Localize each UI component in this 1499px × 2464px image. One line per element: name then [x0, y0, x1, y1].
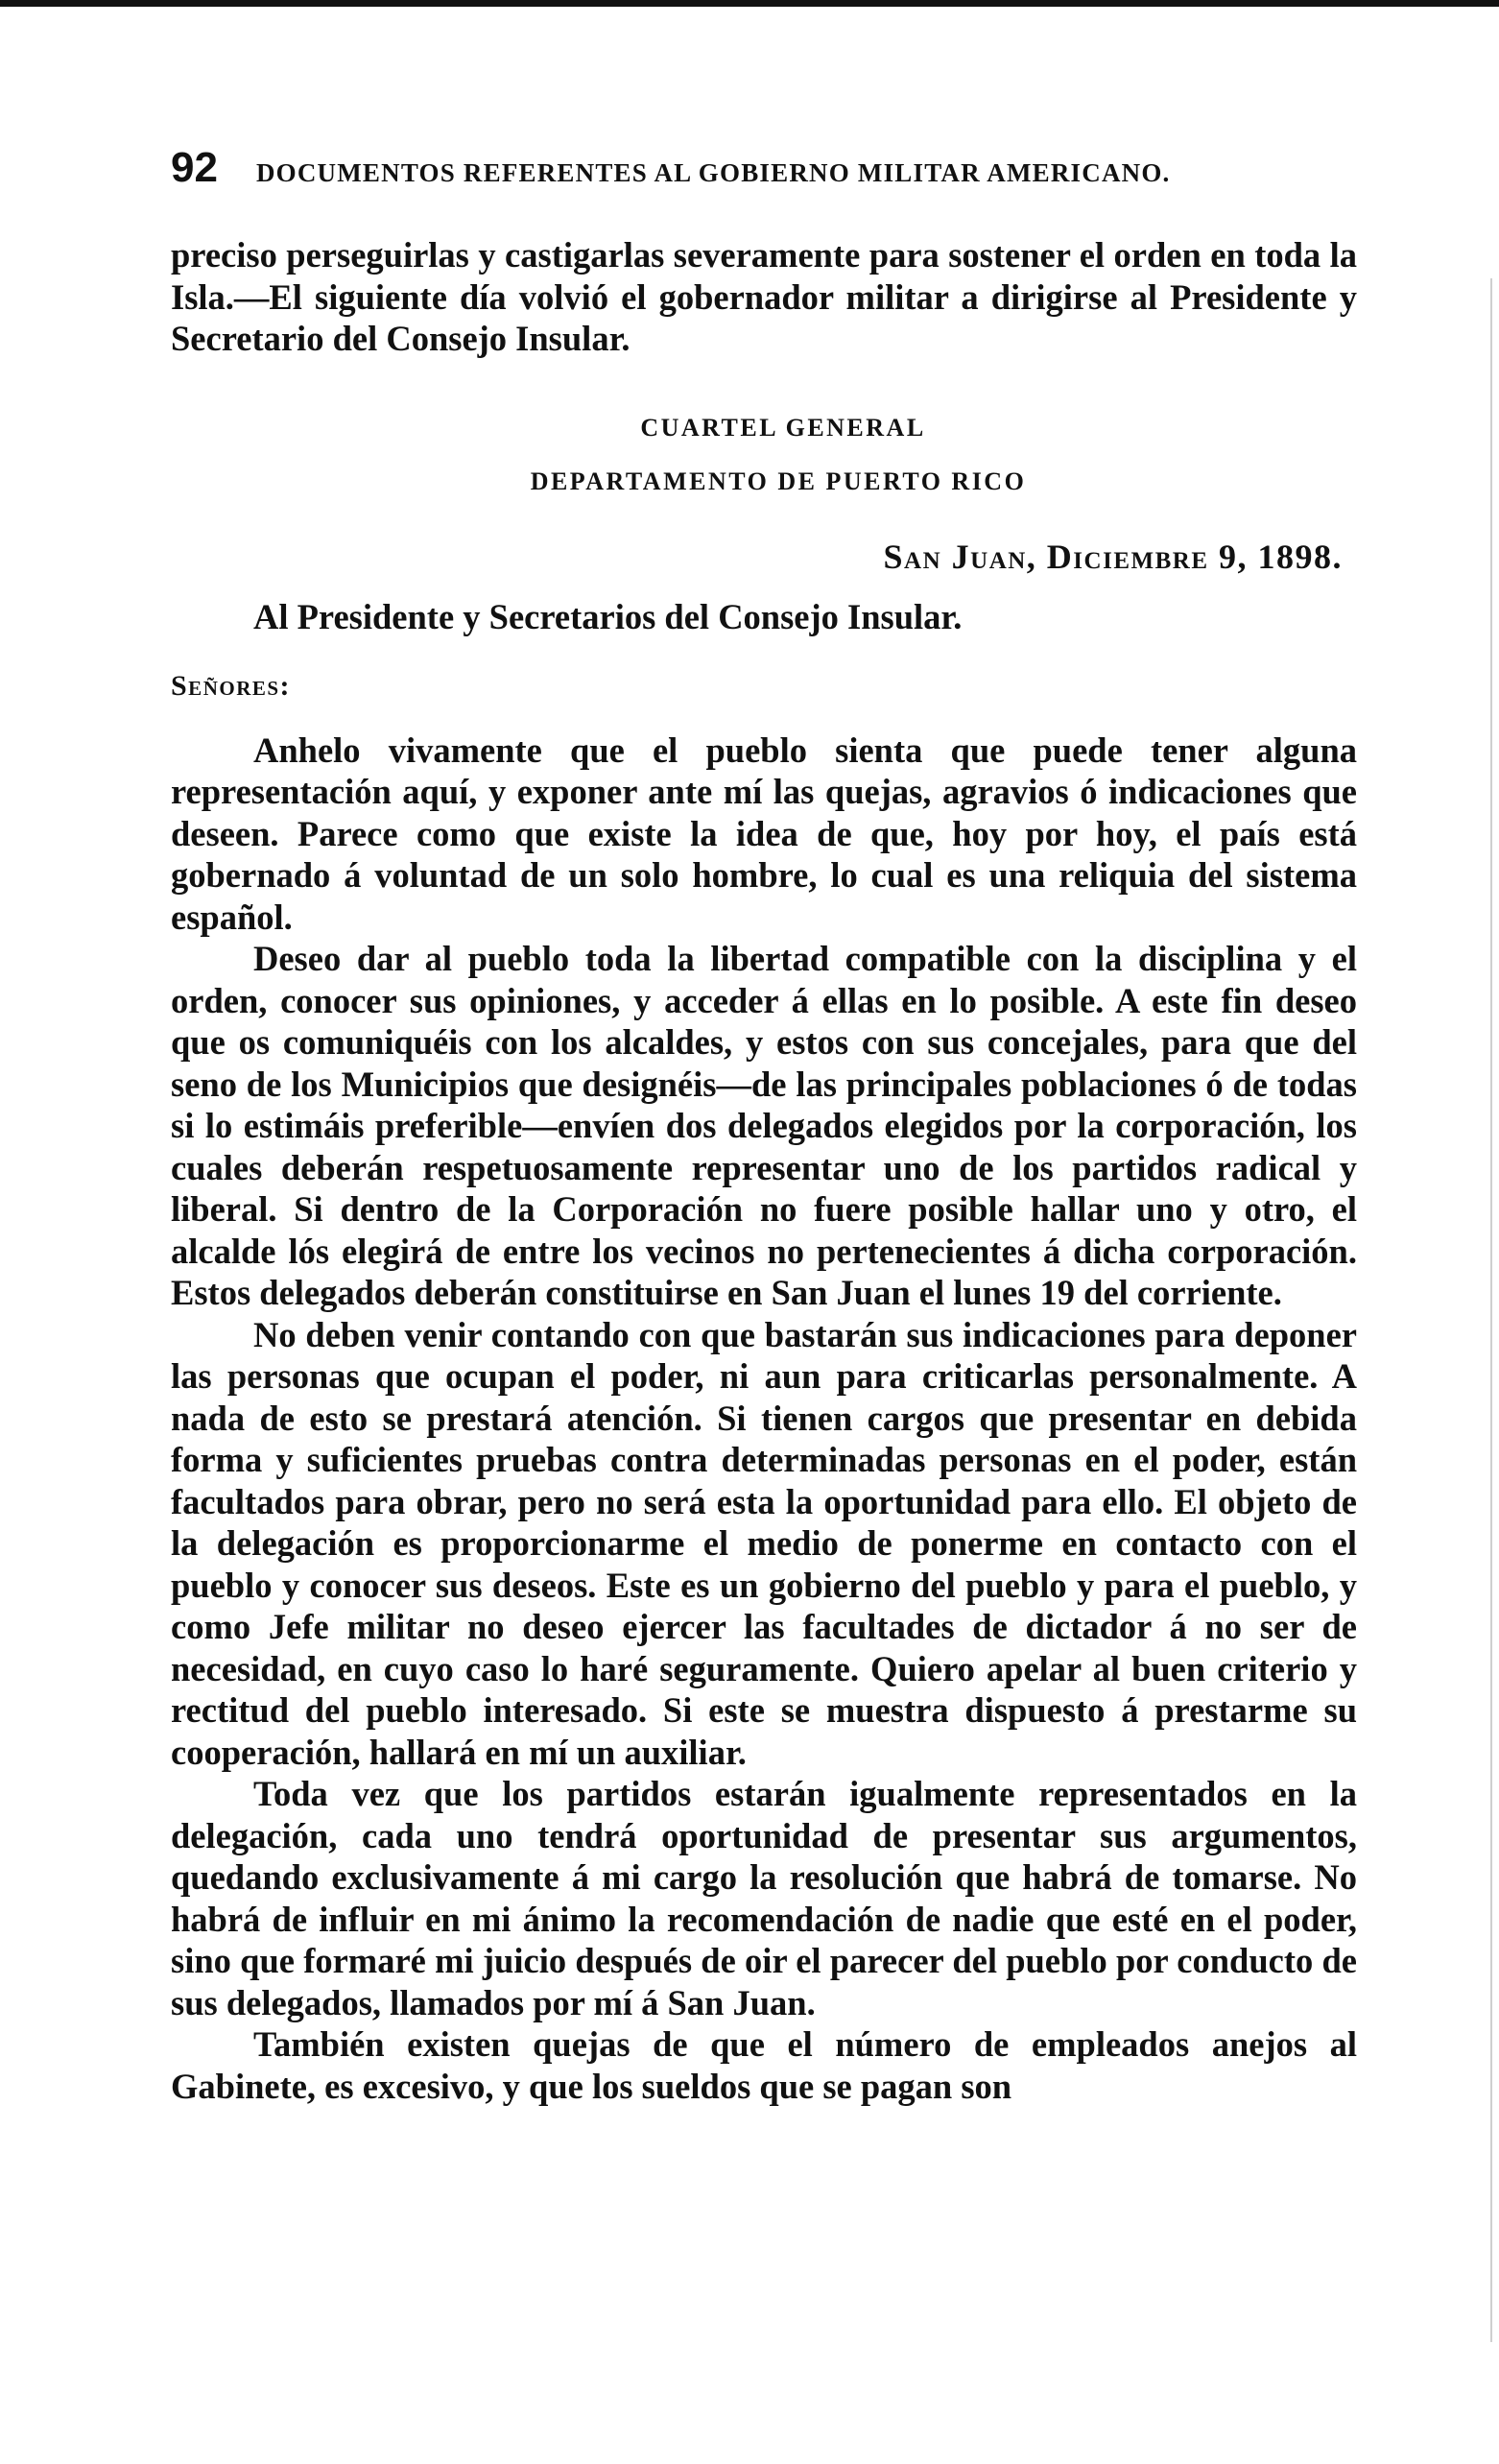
letter-body [171, 730, 1357, 2108]
body-paragraph-1: Anhelo vivamente que el pueblo sienta que puede tener alguna representación aquí, y exponer ante mí las quejas, agravios ó indicaciones que deseen. Parece como que existe la idea de que, hoy por hoy, el país está gobernado á voluntad de un solo hombre, lo cual es una reliquia del sistema español. [171, 730, 1357, 937]
body-paragraph-3: No deben venir contando con que bastarán sus indicaciones para deponer las personas que ocupan el poder, ni aun para criticarlas personalmente. A nada de esto se prestará atención. Si tienen cargos que presentar en debida forma y suficientes pruebas contra determinadas personas en el poder, están facultados para obrar, pero no será esta la oportunidad para ello. El objeto de la delegación es proporcionarme el medio de ponerme en contacto con el pueblo y conocer sus deseos. Este es un gobierno del pueblo y para el pueblo, y como Jefe militar no deseo ejercer las facultades de dictador á no ser de necesidad, en cuyo caso lo haré seguramente. Quiero apelar al buen criterio y rectitud del pueblo interesado. Si este se muestra dispuesto á prestarme su cooperación, hallará en mí un auxiliar. [171, 1314, 1357, 1772]
right-margin-rule [1490, 278, 1492, 2342]
body-paragraph-5: También existen quejas de que el número de empleados anejos al Gabinete, es excesivo, y que los sueldos que se pagan son [171, 2024, 1357, 2106]
dateline: San Juan, Diciembre 9, 1898. [883, 537, 1343, 576]
letterhead-line-2: DEPARTAMENTO DE PUERTO RICO [530, 466, 1027, 495]
body-paragraph-2: Deseo dar al pueblo toda la libertad compatible con la disciplina y el orden, conocer sus opiniones, y acceder á ellas en lo posible. A este fin deseo que os comuniquéis con los alcaldes, y estos con sus concejales, para que del seno de los Municipios que designéis—de las principales poblaciones ó de todas si lo estimáis preferible—envíen dos delegados elegidos por la corporación, los cuales deberán respetuosamente representar uno de los partidos radical y liberal. Si dentro de la Corporación no fuere posible hallar uno y otro, el alcalde lós elegirá de entre los vecinos no pertenecientes á dicha corporación. Estos delegados deberán constituirse en San Juan el lunes 19 del corriente. [171, 939, 1357, 1312]
top-border-rule [0, 0, 1499, 7]
salutation: Señores: [171, 669, 292, 702]
letterhead-line-1: CUARTEL GENERAL [640, 413, 926, 442]
document-page [171, 144, 1357, 2107]
running-header [171, 144, 1357, 198]
letter-address: Al Presidente y Secretarios del Consejo Insular. [253, 596, 963, 636]
page-number: 92 [171, 144, 218, 191]
intro-paragraph: preciso perseguirlas y castigarlas severamente para sostener el orden en toda la Isla.—El siguiente día volvió el gobernador militar a dirigirse al Presidente y Secretario del Consejo Insular. [171, 235, 1357, 358]
body-paragraph-4: Toda vez que los partidos estarán igualmente representados en la delegación, cada uno tendrá oportunidad de presentar sus argumentos, quedando exclusivamente á mi cargo la resolución que habrá de tomarse. No habrá de influir en mi ánimo la recomendación de nadie que esté en el poder, sino que formaré mi juicio después de oir el parecer del pueblo por conducto de sus delegados, llamados por mí á San Juan. [171, 1774, 1357, 2022]
running-title: DOCUMENTOS REFERENTES AL GOBIERNO MILITAR AMERICANO. [255, 158, 1171, 187]
